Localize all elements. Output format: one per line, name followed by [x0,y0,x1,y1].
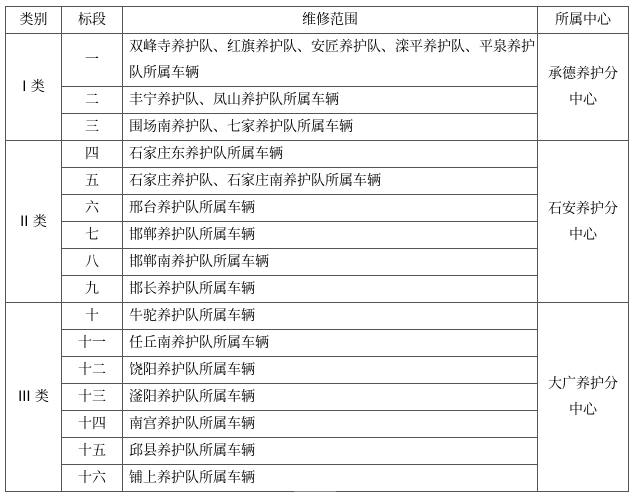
scope-cell: 邯长养护队所属车辆 [123,276,538,303]
center-label: 大广养护分中心 [548,376,618,418]
section-cell: 十四 [62,411,123,438]
header-scope: 维修范围 [123,7,538,34]
section-cell: 十三 [62,384,123,411]
table-row [6,249,629,276]
scope-cell: 任丘南养护队所属车辆 [123,330,538,357]
table-row [6,168,629,195]
section-cell: 二 [62,87,123,114]
scope-cell: 邯郸养护队所属车辆 [123,222,538,249]
category-cell: II 类 [6,141,62,303]
section-cell: 十六 [62,465,123,492]
section-cell: 五 [62,168,123,195]
scope-cell: 饶阳养护队所属车辆 [123,357,538,384]
scope-cell: 邯郸南养护队所属车辆 [123,249,538,276]
table-row [6,411,629,438]
section-cell: 一 [62,34,123,87]
header-center: 所属中心 [538,7,629,34]
page-edge-fragment [294,491,336,497]
category-cell: I 类 [6,34,62,141]
scope-cell: 邢台养护队所属车辆 [123,195,538,222]
scope-cell: 双峰寺养护队、红旗养护队、安匠养护队、滦平养护队、平泉养护队所属车辆 [123,34,538,87]
section-cell: 八 [62,249,123,276]
table-row [6,87,629,114]
section-cell: 三 [62,114,123,141]
section-cell: 六 [62,195,123,222]
vehicle-maintenance-table [5,6,629,492]
section-cell: 十 [62,303,123,330]
table-row [6,276,629,303]
table-row [6,357,629,384]
section-cell: 十二 [62,357,123,384]
center-cell [538,141,629,303]
scope-cell: 邱县养护队所属车辆 [123,438,538,465]
scope-cell: 围场南养护队、七家养护队所属车辆 [123,114,538,141]
center-label: 承德养护分中心 [548,66,618,108]
scope-cell: 铺上养护队所属车辆 [123,465,538,492]
table-row [6,438,629,465]
table-row [6,141,629,168]
scope-cell: 南宫养护队所属车辆 [123,411,538,438]
table-row [6,465,629,492]
section-cell: 十一 [62,330,123,357]
scope-cell: 滏阳养护队所属车辆 [123,384,538,411]
category-cell: III 类 [6,303,62,492]
scope-cell: 牛驼养护队所属车辆 [123,303,538,330]
table-row [6,303,629,330]
table-header-row [6,7,629,34]
table-row [6,384,629,411]
table-row [6,195,629,222]
table-row [6,330,629,357]
section-cell: 十五 [62,438,123,465]
scope-cell: 石家庄东养护队所属车辆 [123,141,538,168]
table-row [6,34,629,87]
center-cell [538,34,629,141]
header-category: 类别 [6,7,62,34]
header-section: 标段 [62,7,123,34]
table-row [6,222,629,249]
center-cell [538,303,629,492]
table-row [6,114,629,141]
section-cell: 七 [62,222,123,249]
scope-cell: 丰宁养护队、凤山养护队所属车辆 [123,87,538,114]
section-cell: 四 [62,141,123,168]
scope-cell: 石家庄养护队、石家庄南养护队所属车辆 [123,168,538,195]
section-cell: 九 [62,276,123,303]
center-label: 石安养护分中心 [548,200,618,243]
